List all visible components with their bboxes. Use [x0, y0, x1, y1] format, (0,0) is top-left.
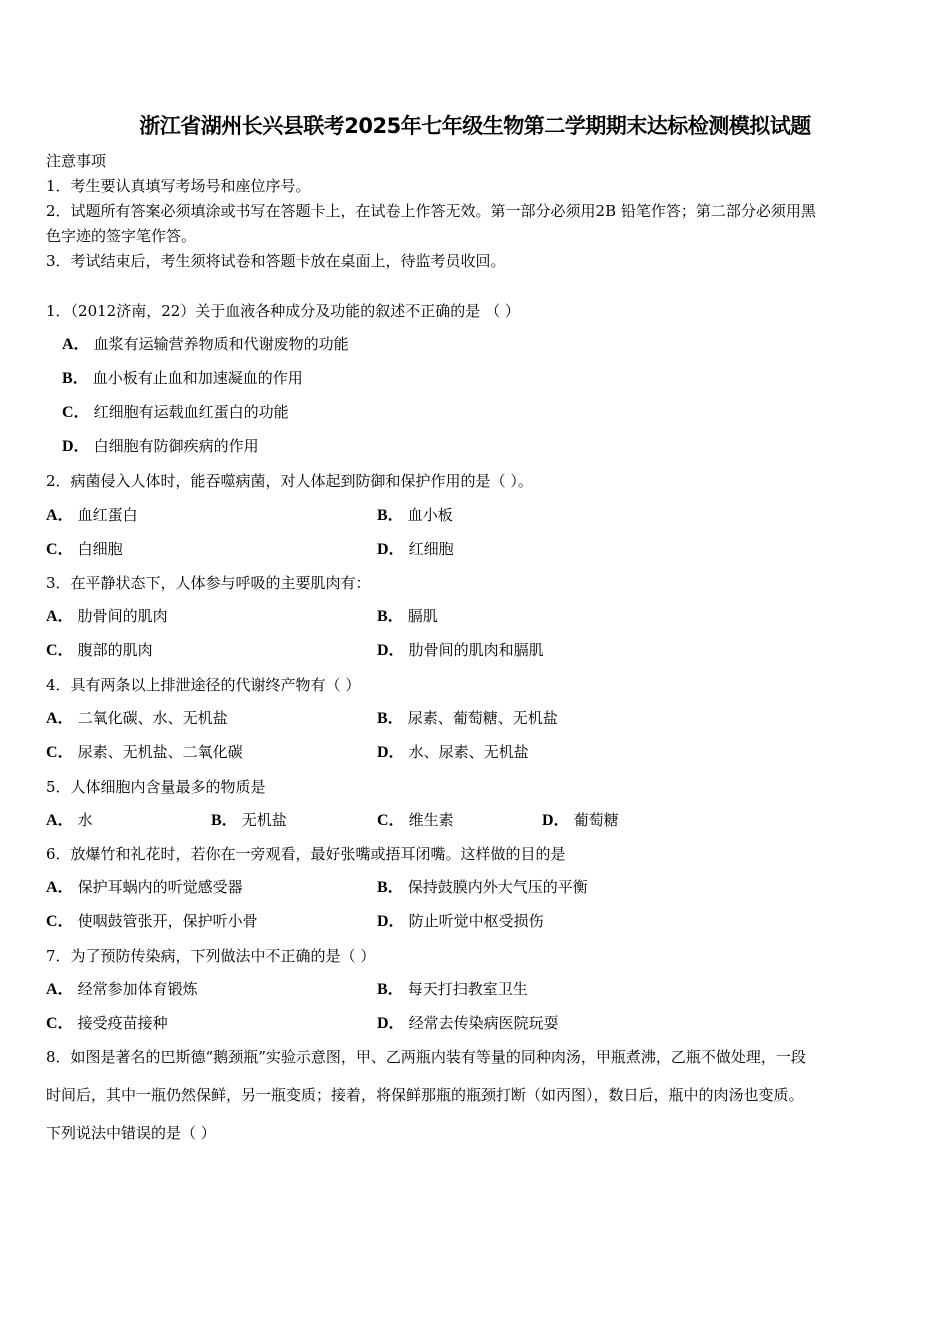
question-7-option-a[interactable]: [46, 978, 198, 1001]
option-letter: A．: [46, 710, 74, 727]
option-text: 经常参加体育锻炼: [77, 980, 198, 998]
option-text: 经常去传染病医院玩耍: [408, 1014, 559, 1032]
question-6-option-c[interactable]: [46, 910, 258, 933]
question-2-option-c[interactable]: [46, 538, 123, 561]
option-text: 血浆有运输营养物质和代谢废物的功能: [93, 335, 349, 353]
option-text: 无机盐: [241, 811, 287, 829]
question-5-option-b[interactable]: [211, 809, 287, 832]
option-letter: D．: [542, 812, 570, 829]
option-letter: A．: [46, 608, 74, 625]
option-letter: A．: [62, 336, 90, 353]
option-letter: C．: [62, 404, 90, 421]
question-8-stem-line-2: 时间后，其中一瓶仍然保鲜，另一瓶变质；接着，将保鲜那瓶的瓶颈打断（如丙图），数日后，瓶中的肉汤也变质。: [46, 1086, 804, 1104]
question-3-stem: 3．在平静状态下，人体参与呼吸的主要肌肉有：: [46, 574, 371, 592]
option-letter: B．: [62, 370, 89, 387]
question-6-option-d[interactable]: [377, 910, 544, 933]
option-text: 二氧化碳、水、无机盐: [77, 709, 228, 727]
option-text: 水、尿素、无机盐: [408, 743, 529, 761]
option-letter: B．: [377, 608, 404, 625]
question-2-stem: 2．病菌侵入人体时，能吞噬病菌，对人体起到防御和保护作用的是（ ）。: [46, 472, 533, 490]
option-letter: B．: [377, 981, 404, 998]
option-text: 葡萄糖: [573, 811, 619, 829]
question-4-stem: 4．具有两条以上排泄途径的代谢终产物有（ ）: [46, 676, 361, 694]
notice-heading: 注意事项: [46, 152, 107, 170]
option-letter: D．: [62, 438, 90, 455]
question-4-option-a[interactable]: [46, 707, 228, 730]
option-letter: D．: [377, 744, 405, 761]
question-7-stem: 7．为了预防传染病，下列做法中不正确的是（ ）: [46, 947, 376, 965]
question-4-option-c[interactable]: [46, 741, 243, 764]
question-6-option-b[interactable]: [377, 876, 588, 899]
option-text: 白细胞: [77, 540, 123, 558]
question-6-option-a[interactable]: [46, 876, 243, 899]
option-text: 水: [77, 811, 93, 829]
question-7-option-b[interactable]: [377, 978, 528, 1001]
question-3-option-b[interactable]: [377, 605, 438, 628]
question-1-option-a[interactable]: [62, 333, 349, 356]
option-text: 血红蛋白: [77, 506, 138, 524]
option-text: 防止听觉中枢受损伤: [408, 912, 544, 930]
question-3-option-c[interactable]: [46, 639, 153, 662]
option-text: 尿素、无机盐、二氧化碳: [77, 743, 243, 761]
option-text: 使咽鼓管张开，保护听小骨: [77, 912, 258, 930]
option-text: 每天打扫教室卫生: [407, 980, 528, 998]
option-text: 白细胞有防御疾病的作用: [93, 437, 259, 455]
question-8-stem-line-1: 8．如图是著名的巴斯德“鹅颈瓶”实验示意图，甲、乙两瓶内装有等量的同种肉汤，甲瓶煮沸，乙瓶不做处理，一段: [46, 1048, 806, 1066]
option-letter: B．: [377, 879, 404, 896]
option-text: 尿素、葡萄糖、无机盐: [407, 709, 558, 727]
option-text: 红细胞有运载血红蛋白的功能: [93, 403, 289, 421]
question-1-stem: 1．（2012济南，22）关于血液各种成分及功能的叙述不正确的是 （ ）: [46, 302, 520, 320]
option-letter: C．: [46, 1015, 74, 1032]
option-letter: D．: [377, 642, 405, 659]
option-letter: A．: [46, 812, 74, 829]
option-text: 接受疫苗接种: [77, 1014, 168, 1032]
option-letter: A．: [46, 507, 74, 524]
question-5-stem: 5．人体细胞内含量最多的物质是: [46, 778, 266, 796]
option-letter: D．: [377, 913, 405, 930]
option-letter: A．: [46, 981, 74, 998]
question-2-option-b[interactable]: [377, 504, 453, 527]
option-text: 维生素: [408, 811, 454, 829]
option-text: 血小板有止血和加速凝血的作用: [92, 369, 303, 387]
question-1-option-b[interactable]: [62, 367, 303, 390]
option-text: 红细胞: [408, 540, 454, 558]
option-text: 肋骨间的肌肉和膈肌: [408, 641, 544, 659]
question-7-option-d[interactable]: [377, 1012, 559, 1035]
notice-item-3: 3．考试结束后，考生须将试卷和答题卡放在桌面上，待监考员收回。: [46, 252, 506, 270]
question-3-option-a[interactable]: [46, 605, 168, 628]
option-letter: C．: [46, 642, 74, 659]
option-text: 保护耳蜗内的听觉感受器: [77, 878, 243, 896]
option-letter: B．: [211, 812, 238, 829]
question-1-option-d[interactable]: [62, 435, 259, 458]
option-text: 腹部的肌肉: [77, 641, 153, 659]
option-letter: C．: [46, 744, 74, 761]
question-3-option-d[interactable]: [377, 639, 544, 662]
option-letter: D．: [377, 541, 405, 558]
question-7-option-c[interactable]: [46, 1012, 168, 1035]
question-4-option-b[interactable]: [377, 707, 558, 730]
option-letter: B．: [377, 507, 404, 524]
option-text: 保持鼓膜内外大气压的平衡: [407, 878, 588, 896]
option-text: 肋骨间的肌肉: [77, 607, 168, 625]
question-4-option-d[interactable]: [377, 741, 529, 764]
option-letter: A．: [46, 879, 74, 896]
option-text: 膈肌: [407, 607, 438, 625]
question-5-option-c[interactable]: [377, 809, 454, 832]
question-2-option-a[interactable]: [46, 504, 138, 527]
question-8-stem-line-3: 下列说法中错误的是（ ）: [46, 1124, 216, 1142]
option-letter: C．: [377, 812, 405, 829]
question-5-option-d[interactable]: [542, 809, 619, 832]
question-2-option-d[interactable]: [377, 538, 454, 561]
option-letter: C．: [46, 541, 74, 558]
option-letter: B．: [377, 710, 404, 727]
notice-item-2: 2．试题所有答案必须填涂或书写在答题卡上，在试卷上作答无效。第一部分必须用2B 铅笔作答；第二部分必须用黑: [46, 202, 816, 220]
question-5-option-a[interactable]: [46, 809, 93, 832]
option-text: 血小板: [407, 506, 453, 524]
page-title: 浙江省湖州长兴县联考2025年七年级生物第二学期期末达标检测模拟试题: [139, 114, 811, 138]
option-letter: C．: [46, 913, 74, 930]
notice-item-1: 1．考生要认真填写考场号和座位序号。: [46, 177, 311, 195]
notice-item-2-cont: 色字迹的签字笔作答。: [46, 227, 197, 245]
option-letter: D．: [377, 1015, 405, 1032]
question-6-stem: 6．放爆竹和礼花时，若你在一旁观看，最好张嘴或捂耳闭嘴。这样做的目的是: [46, 845, 566, 863]
question-1-option-c[interactable]: [62, 401, 289, 424]
